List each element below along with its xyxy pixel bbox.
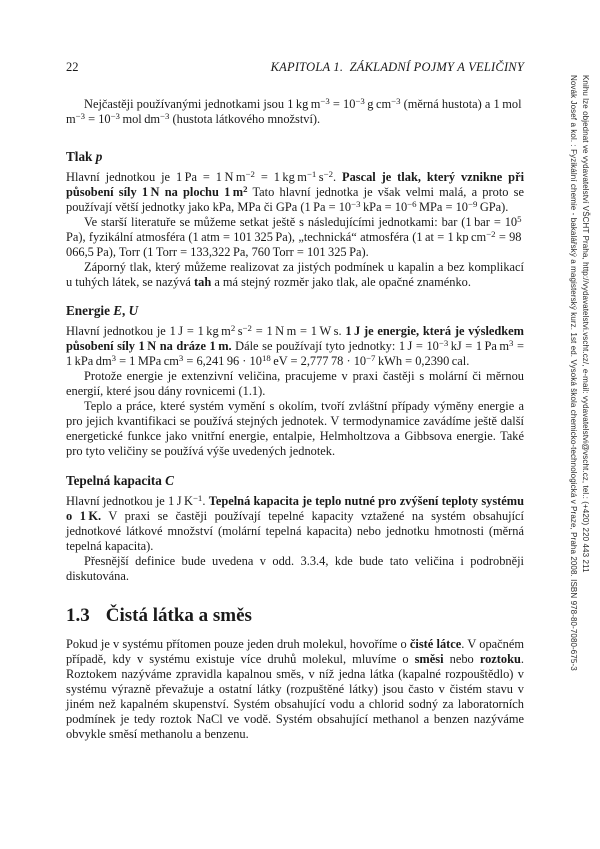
chapter-running-head: KAPITOLA 1. ZÁKLADNÍ POJMY A VELIČINY [270, 60, 524, 74]
margin-colophon-ordering-info: Knihu lze objednat ve vydavatelství VŠCHT Praha, http://vydavatelstvi.vscht.cz/, e-mail: vydavatelstvi@vscht.cz, tel.: (+420) 220 443 211 [581, 75, 590, 573]
page-number: 22 [66, 60, 79, 74]
paragraph: Ve starší literatuře se můžeme setkat ještě s následujícími jednotkami: bar (1 bar = $10^5$ Pa), fyzikální atmosféra (1 atm = 101 325 Pa), „technická“ atmosféra (1 at = 1 kp $cm^{-2} = 98$ 066,5 Pa), Torr (1 Torr = 133,322 Pa, 760 Torr = 101 325 Pa). [66, 214, 524, 259]
paragraph: Hlavní jednotkou je 1 Pa = 1 N $m^{-2} = 1$ kg $m^{-1}$ $s^{-2}$. Pascal je tlak, který vznikne při působení síly 1 N na plochu 1 $m^2$ Tato hlavní jednotka je však velmi malá, a proto se používají větší jednotky jako kPa, MPa či GPa (1 $Pa = 10^{-3}$ kPa = $10^{-6}$ MPa = $10^{-9}$ GPa). [66, 169, 525, 214]
paragraph: Hlavní jednotkou je 1 J = 1 kg $m^2$ $s^{-2} = 1$ N m = 1 W s. 1 J je energie, která je výsledkem působení síly 1 N na dráze 1 m. Dále se používají tyto jednotky: 1 $J = 10^{-3}$ kJ = 1 Pa $m^3 = 1$ kPa $dm^3 = 1$ MPa $cm^3 = 6,241$ $96 \cdot 10^{18}$ eV = 2,777 $78 \cdot 10^{-7}$ kWh = 0,2390 cal. [66, 323, 524, 368]
section-heading-tepelna-kapacita: Tepelná kapacita C [66, 473, 174, 488]
section-heading-tlak: Tlak p [66, 149, 103, 164]
margin-colophon-citation: Novák Josef a kol. : Fyzikální chemie - bakalářský a magisterský kurz. 1st ed. Vysoká škola chemicko-technologická v Praze, Praha 2008. ISBN 978-80-7080-675-3 [569, 75, 578, 671]
section-number: 1.3 [66, 605, 90, 626]
intro-paragraph: Nejčastěji používanými jednotkami jsou 1 kg $m^{-3} = 10^{-3}$ g $cm^{-3}$ (měrná hustota) a 1 mol $m^{-3} = 10^{-3}$ mol $dm^{-3}$ (hustota látkového množství). [66, 96, 524, 126]
paragraph: Záporný tlak, který můžeme realizovat za jistých podmínek u kapalin a bez komplikací u tuhých látek, se nazývá tah a má stejný rozměr jako tlak, ale opačné znaménko. [66, 260, 524, 289]
page-header [66, 60, 524, 75]
paragraph: Hlavní jednotkou je 1 J $K^{-1}$. Tepelná kapacita je teplo nutné pro zvýšení teploty systému o 1 K. V praxi se častěji používají tepelné kapacity vztažené na systém obsahující jednotkové látkové množství (molární tepelná kapacita) nebo jednotku hmotnosti (měrná tepelná kapacita). [66, 493, 524, 553]
paragraph: Pokud je v systému přítomen pouze jeden druh molekul, hovoříme o čisté látce. V opačném případě, kdy v systému existuje více druhů molekul, mluvíme o směsi nebo roztoku. Roztokem nazýváme zpravidla kapalnou směs, v níž jedna látka (kapalné rozpouštědlo) v systému výrazně převažuje a ostatní látky (rozpuštěné látky) jsou často v čistém stavu v jiném než kapalném skupenství. Systém obsahující vodu a chlorid sodný za laboratorních podmínek je tedy roztok NaCl ve vodě. Systém obsahující methanol a benzen nazýváme obvykle směsí methanolu a benzenu. [66, 637, 524, 741]
paragraph: Přesnější definice bude uvedena v odd. 3.3.4, kde bude tato veličina i podrobněji diskutována. [66, 554, 524, 583]
text-column [66, 0, 524, 742]
section-title: Čistá látka a směs [105, 605, 252, 626]
section-heading-1-3 [66, 604, 524, 627]
paragraph: Protože energie je extenzivní veličina, pracujeme v praxi častěji s molární či měrnou energií, které jsou dány rovnicemi (1.1). [66, 369, 524, 398]
paragraph: Teplo a práce, které systém vymění s okolím, tvoří zvláštní případy výměny energie a pro jejich kvantifikaci se používá stejných jednotek. V termodynamice zavádíme ještě další energetické funkce jako vnitřní energie, entalpie, Helmholtzova a Gibbsova energie. Také pro tyto veličiny se používá výše uvedených jednotek. [66, 399, 524, 458]
section-heading-energie: Energie E, U [66, 303, 139, 318]
